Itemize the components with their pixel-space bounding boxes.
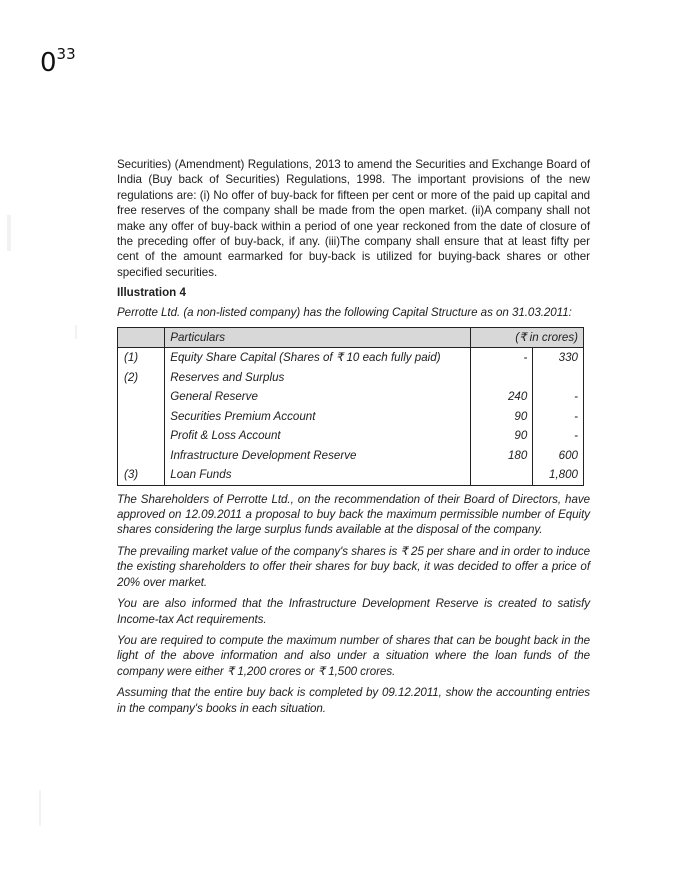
row-amount-total: 330: [558, 351, 578, 365]
capital-structure-table: [117, 327, 584, 486]
row-num: (2): [118, 368, 165, 388]
paragraph-market-value: The prevailing market value of the company's shares is ₹ 25 per share and in order to induce the existing shareholders to offer their shares for buy back, it was decided to offer a price of 20% over market.: [117, 544, 590, 589]
row-num: [118, 387, 165, 407]
page-number-superscript: 33: [56, 45, 76, 63]
table-row: [118, 426, 584, 446]
paragraph-requirement: You are required to compute the maximum number of shares that can be bought back in the light of the above information and also under a situation where the loan funds of the company were either ₹ 1,200 crores or ₹ 1,500 crores.: [117, 633, 590, 678]
header-unit: (₹ in crores): [471, 327, 584, 348]
row-particulars: Infrastructure Development Reserve: [165, 446, 471, 466]
row-amount-sub: 90: [471, 407, 533, 427]
row-particulars: Reserves and Surplus: [165, 368, 471, 388]
row-amount-sub: 90: [471, 426, 533, 446]
row-particulars: Profit & Loss Account: [165, 426, 471, 446]
paragraph-infrastructure-reserve: You are also informed that the Infrastructure Development Reserve is created to satisfy Income-tax Act requirements.: [117, 597, 590, 626]
row-num: (1): [118, 348, 165, 368]
row-amount-total: 600: [558, 448, 578, 462]
scan-artifact: [39, 790, 41, 826]
illustration-caption: Perrotte Ltd. (a non-listed company) has the following Capital Structure as on 31.03.2011:: [117, 306, 572, 320]
scan-artifact: [7, 215, 11, 251]
header-particulars: Particulars: [165, 327, 471, 348]
row-particulars: Equity Share Capital (Shares of ₹ 10 each fully paid): [165, 348, 471, 368]
row-num: [118, 407, 165, 427]
illustration-paragraphs: [117, 492, 590, 716]
illustration-title: Illustration 4: [117, 286, 186, 300]
row-amount-total: [533, 368, 584, 388]
row-particulars: Loan Funds: [165, 465, 471, 485]
row-amount-total: 1,800: [548, 468, 578, 482]
page-number: [40, 45, 76, 78]
row-amount-sub: 180: [471, 446, 533, 466]
intro-paragraph: Securities) (Amendment) Regulations, 2013 to amend the Securities and Exchange Board of India (Buy back of Securities) Regulations, 1998. The important provisions of the new regulations are: (i) No offer of buy-back for fifteen per cent or more of the paid up capital and free reserves of the company shall be made from the open market. (ii)A company shall not make any offer of buy-back within a period of one year reckoned from the date of closure of the preceding offer of buy-back, if any. (iii)The company shall ensure that at least fifty per cent of the amount earmarked for buy-back is utilized for buying-back shares or other specified securities.: [117, 158, 590, 279]
row-amount-sub: 240: [471, 387, 533, 407]
row-particulars: General Reserve: [165, 387, 471, 407]
table-row: [118, 446, 584, 466]
paragraph-accounting-entries: Assuming that the entire buy back is completed by 09.12.2011, show the accounting entries in the company's books in each situation.: [117, 686, 590, 715]
table-row: [118, 368, 584, 388]
table-row: [118, 387, 584, 407]
row-amount-sub: -: [471, 348, 533, 368]
row-num: (3): [118, 465, 165, 485]
row-amount-total: -: [574, 429, 578, 443]
header-num-cell: [118, 327, 165, 348]
table-header-row: [118, 327, 584, 348]
row-num: [118, 446, 165, 466]
table-row: [118, 465, 584, 485]
page-number-base: 0: [40, 48, 57, 78]
row-particulars: Securities Premium Account: [165, 407, 471, 427]
scan-artifact: [75, 325, 77, 339]
row-amount-sub: [471, 368, 533, 388]
table-row: [118, 407, 584, 427]
row-amount-total: -: [574, 390, 578, 404]
paragraph-shareholders-approval: The Shareholders of Perrotte Ltd., on the recommendation of their Board of Directors, have approved on 12.09.2011 a proposal to buy back the maximum permissible number of Equity shares considering the large surplus funds available at the disposal of the company.: [117, 492, 590, 537]
row-amount-total: -: [574, 409, 578, 423]
table-row: [118, 348, 584, 368]
document-body: [117, 157, 590, 716]
row-amount-sub: [471, 465, 533, 485]
row-num: [118, 426, 165, 446]
